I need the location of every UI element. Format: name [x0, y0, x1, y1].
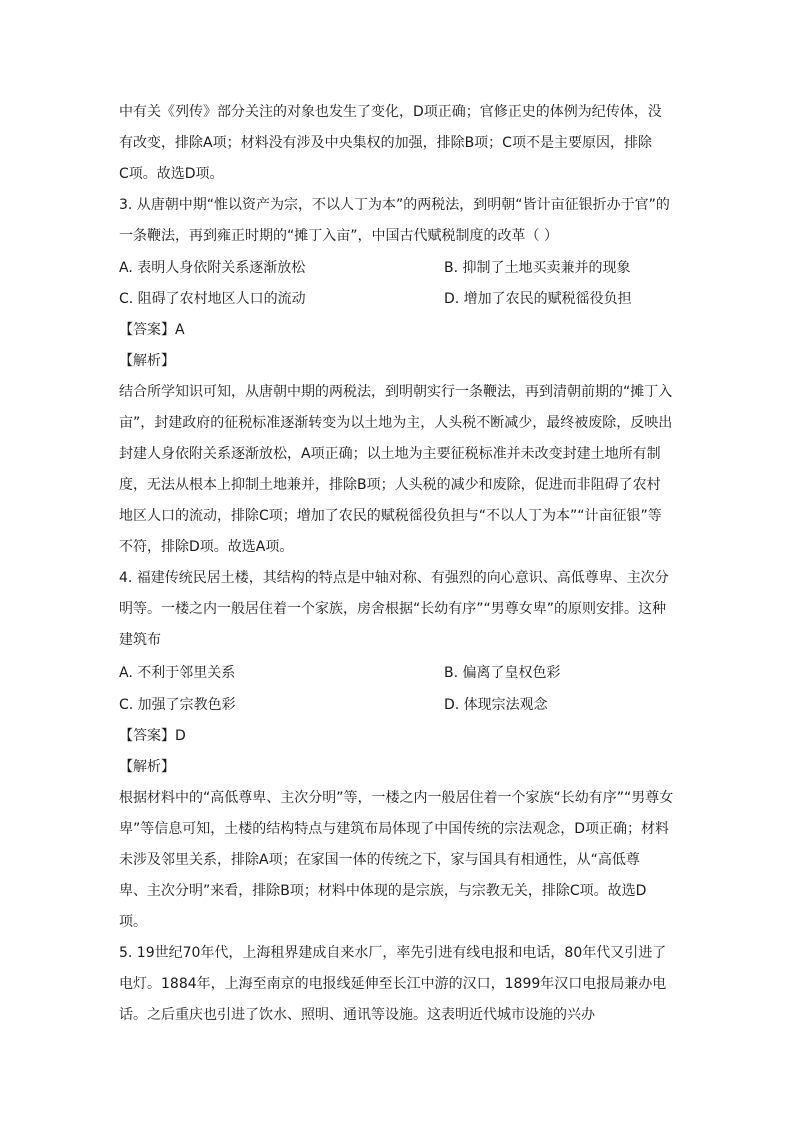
q4-option-d: D. 体现宗法观念 [444, 697, 548, 713]
question-5-stem: 电灯。1884年，上海至南京的电报线延伸至长江中游的汉口，1899年汉口电报局兼办电 [119, 976, 667, 992]
q3-option-a: A. 表明人身依附关系逐渐放松 [119, 260, 306, 276]
analysis-text-line: 有改变，排除A项；材料没有涉及中央集权的加强，排除B项；C项不是主要原因，排除 [119, 135, 652, 151]
q4-analysis-label: 【解析】 [119, 759, 175, 775]
q3-analysis-line: 封建人身依附关系逐渐放松，A项正确；以土地为主要征税标准并未改变封建土地所有制 [119, 446, 661, 462]
q3-answer: 【答案】A [119, 322, 185, 338]
q4-answer: 【答案】D [119, 728, 186, 744]
q4-analysis-line: 项。 [119, 914, 147, 930]
question-4-stem: 明等。一楼之内一般居住着一个家族，房舍根据“长幼有序”“男尊女卑”的原则安排。这种 [119, 601, 667, 617]
q4-analysis-line: 卑”等信息可知，土楼的结构特点与建筑布局体现了中国传统的宗法观念，D项正确；材料 [119, 821, 670, 837]
q3-option-c: C. 阻碍了农村地区人口的流动 [119, 291, 306, 307]
q3-analysis-line: 亩”，封建政府的征税标准逐渐转变为以土地为主，人头税不断减少，最终被废除，反映出 [119, 415, 673, 431]
q3-analysis-label: 【解析】 [119, 353, 175, 369]
analysis-text-line: 中有关《列传》部分关注的对象也发生了变化，D项正确；官修正史的体例为纪传体，没 [119, 104, 662, 120]
q3-analysis-line: 度，无法从根本上抑制土地兼并，排除B项；人头税的减少和废除，促进而非阻碍了农村 [119, 477, 661, 493]
q4-analysis-line: 卑、主次分明”来看，排除B项；材料中体现的是宗族，与宗教无关，排除C项。故选D [119, 883, 647, 899]
question-5-stem: 5. 19世纪70年代，上海租界建成自来水厂，率先引进有线电报和电话，80年代又引进了 [119, 945, 667, 961]
q3-option-b: B. 抑制了土地买卖兼并的现象 [444, 260, 631, 276]
question-4-stem: 建筑布 [119, 632, 161, 648]
q3-analysis-line: 地区人口的流动，排除C项；增加了农民的赋税徭役负担与“不以人丁为本”“计亩征银”等 [119, 508, 662, 524]
q3-analysis-line: 不符，排除D项。故选A项。 [119, 539, 294, 555]
q4-option-a: A. 不利于邻里关系 [119, 665, 236, 681]
question-3-stem: 3. 从唐朝中期“惟以资产为宗，不以人丁为本”的两税法，到明朝“皆计亩征银折办于官”的 [119, 197, 670, 213]
q4-analysis-line: 根据材料中的“高低尊卑、主次分明”等，一楼之内一般居住着一个家族“长幼有序”“男尊女 [119, 790, 674, 806]
q4-option-b: B. 偏离了皇权色彩 [444, 665, 561, 681]
question-3-stem: 一条鞭法，再到雍正时期的“摊丁入亩”，中国古代赋税制度的改革（ ） [119, 228, 558, 244]
question-5-stem: 话。之后重庆也引进了饮水、照明、通讯等设施。这表明近代城市设施的兴办 [119, 1007, 595, 1023]
q4-analysis-line: 未涉及邻里关系，排除A项；在家国一体的传统之下，家与国具有相通性，从“高低尊 [119, 852, 640, 868]
question-4-stem: 4. 福建传统民居土楼，其结构的特点是中轴对称、有强烈的向心意识、高低尊卑、主次分 [119, 570, 669, 586]
analysis-text-line: C项。故选D项。 [119, 166, 224, 182]
q4-option-c: C. 加强了宗教色彩 [119, 697, 236, 713]
q3-option-d: D. 增加了农民的赋税徭役负担 [444, 291, 632, 307]
q3-analysis-line: 结合所学知识可知，从唐朝中期的两税法，到明朝实行一条鞭法，再到清朝前期的“摊丁入 [119, 384, 673, 400]
